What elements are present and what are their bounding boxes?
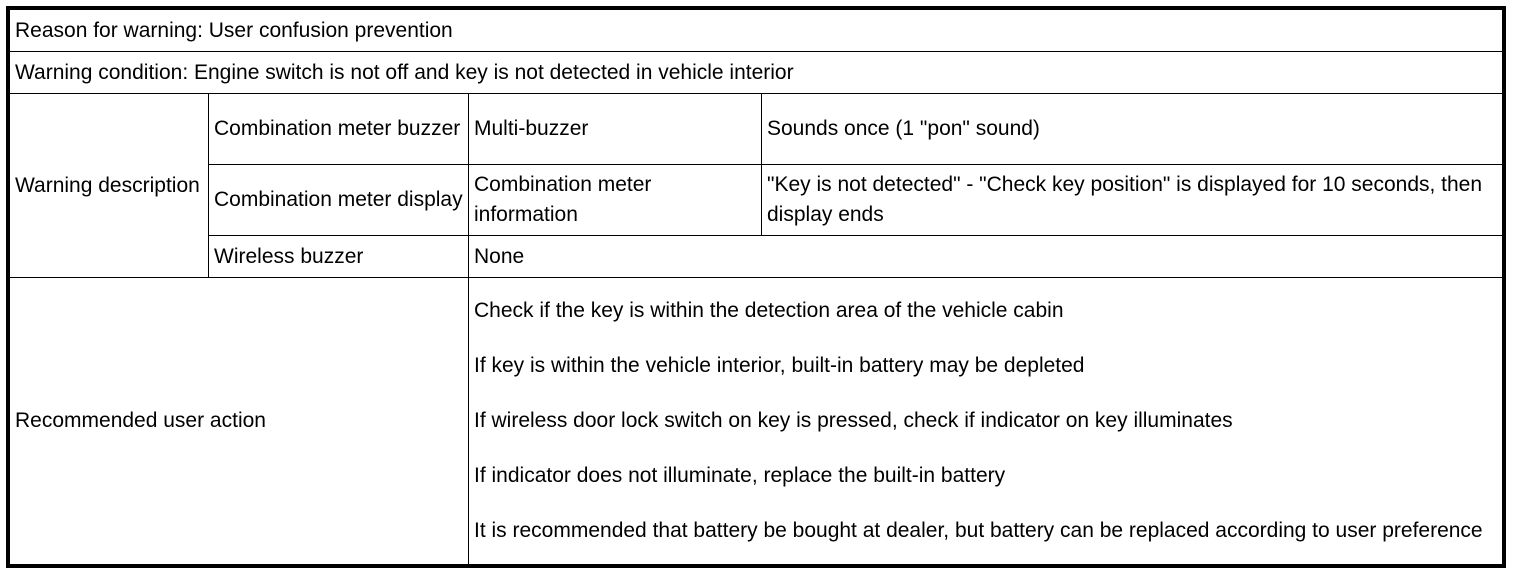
table-row [10,236,1503,278]
table-row [10,165,1503,236]
condition-row [10,52,1503,94]
condition-cell: Warning condition: Engine switch is not off and key is not detected in vehicle interior [10,52,1503,94]
recommended-action-row [10,278,1503,565]
type-cell: Combination meter information [469,165,762,236]
reason-row [10,10,1503,52]
device-cell: Combination meter buzzer [209,94,469,165]
detail-cell: Sounds once (1 "pon" sound) [762,94,1503,165]
recommended-action-steps [469,278,1503,565]
detail-cell: "Key is not detected" - "Check key position" is displayed for 10 seconds, then display ends [762,165,1503,236]
type-cell: None [469,236,1503,278]
action-step: If indicator does not illuminate, replace the built-in battery [474,464,1006,487]
type-cell: Multi-buzzer [469,94,762,165]
reason-cell: Reason for warning: User confusion prevention [10,10,1503,52]
warning-table-frame [6,6,1506,568]
recommended-action-label: Recommended user action [10,278,469,565]
warning-table [9,9,1503,565]
device-cell: Combination meter display [209,165,469,236]
action-step: It is recommended that battery be bought at dealer, but battery can be replaced according to user preference [474,519,1483,542]
table-row [10,94,1503,165]
device-cell: Wireless buzzer [209,236,469,278]
warning-description-label: Warning description [10,94,209,278]
action-step: If wireless door lock switch on key is pressed, check if indicator on key illuminates [474,409,1233,432]
action-step: If key is within the vehicle interior, built-in battery may be depleted [474,354,1085,377]
action-step: Check if the key is within the detection area of the vehicle cabin [474,299,1064,322]
